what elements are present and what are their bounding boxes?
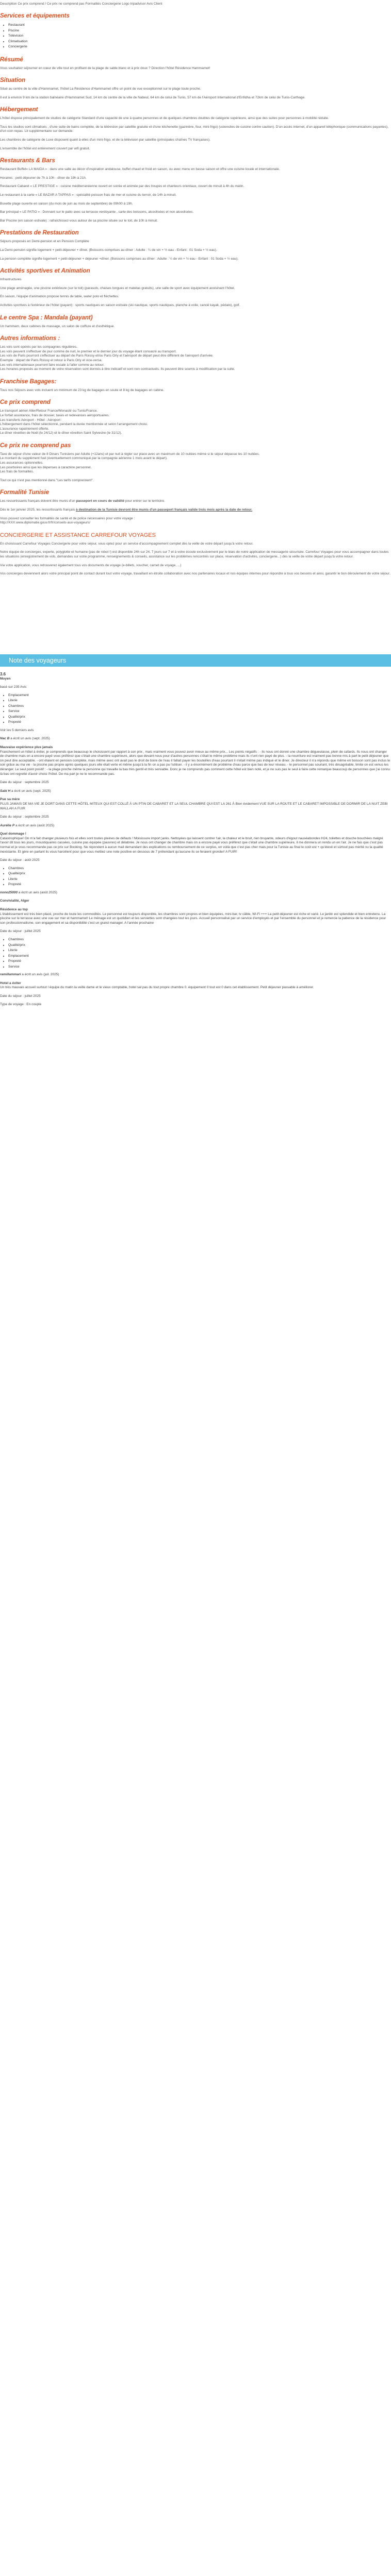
comprend-line: L'assurance rapatriement offerte. bbox=[0, 427, 50, 431]
list-item: • Qualité/prix bbox=[8, 715, 391, 720]
list-item: • Propreté bbox=[8, 882, 391, 888]
review-author: Aurélie P bbox=[0, 823, 15, 827]
review-meta: a écrit un avis (août 2025) bbox=[14, 823, 55, 827]
restaurants-text-3: Restaurant Cabaret « LE PRESTIGE » : cuisine méditerranéenne ouvert en soirée et animée par des troupes et chanteurs orientaux, ouvert de minuit à 4h du matin. bbox=[0, 184, 245, 189]
conciergerie-title: CONCIERGERIE ET ASSISTANCE CARREFOUR VOYAGES bbox=[0, 532, 156, 538]
review-meta: a écrit un avis (juil. 2025) bbox=[21, 973, 59, 976]
list-item: • Literie bbox=[8, 698, 391, 704]
necomprend-line: Tout ce qui n'est pas mentionné dans "Les tarifs comprennent". bbox=[0, 478, 94, 482]
activites-text-2: En saison, l'équipe d'animation propose tennis de table, water polo et fléchettes. bbox=[0, 295, 119, 299]
top-nav-line[interactable]: Description Ce prix comprend / Ce prix ne comprend pas Formalités Conciergerie Logo tripadvisor Avis Client bbox=[0, 2, 162, 6]
see-all-reviews-link[interactable]: Voir les 5 derniers avis bbox=[0, 728, 34, 732]
activites-title: Activités sportives et Animation bbox=[0, 268, 90, 275]
hebergement-text-3: Les chambres de catégorie de Luxe disposent quant à elles d'un mini-frigo, et de la télévision par satellite (principales chaînes TV françaises). bbox=[0, 138, 210, 142]
franchise-text: Tous nos Séjours avec vols incluent un minimum de 23 kg de bagages en soute et 8 kg de bagages en cabine. bbox=[0, 388, 165, 392]
review-date: Date du séjour : septembre 2025 bbox=[0, 781, 49, 785]
comprend-title: Ce prix comprend bbox=[0, 399, 51, 406]
necomprend-line: Les assurances optionnelles. bbox=[0, 461, 43, 465]
review-title: Mauvaise expérience plus jamais bbox=[0, 745, 53, 749]
list-item: • Service bbox=[8, 709, 391, 715]
situation-text-1: Situé au centre de la ville d'Hammamet, l'hôtel La Résidence d'Hammamet offre un point de vue exceptionnel sur le plage toute proche. bbox=[0, 87, 201, 91]
review-date: Date du séjour : juillet 2025 bbox=[0, 929, 41, 934]
list-item: • Chambres bbox=[8, 937, 391, 943]
list-item: • Qualité/prix bbox=[8, 871, 391, 877]
review-item bbox=[0, 789, 391, 820]
comprend-line: L'hébergement dans l'hôtel sélectionné, pendant la durée mentionnée et selon l'arrangement choisi. bbox=[0, 422, 148, 427]
resume-title: Résumé bbox=[0, 56, 23, 63]
prestations-text-1: La Demi-pension signifie logement + petit-déjeuner + dîner. (Boissons comprises au dîner : Adulte : ¼ de vin + ½ eau - Enfant : 01 Soda + ½ eau). bbox=[0, 248, 217, 252]
formalite-text-1: Les ressortissants français doivent être munis d'un passeport en cours de validité pour entrer sur le territoire. bbox=[0, 499, 165, 503]
list-item: • Propreté bbox=[8, 720, 391, 725]
review-date: Date du séjour : septembre 2025 bbox=[0, 815, 49, 819]
review-score: 3.6 bbox=[0, 672, 6, 676]
comprend-line: Le forfait assistance, frais de dossier, taxes et redevances aéroportuaires. bbox=[0, 413, 110, 417]
formalite-link[interactable]: http://XXX.www.diplomatie.gouv.fr/fr/conseils-aux-voyageurs/ bbox=[0, 521, 91, 525]
review-trip-type: Type de voyage : En couple bbox=[0, 1003, 42, 1007]
prestations-subtitle: Séjours proposés en Demi-pension et en Pension Complète bbox=[0, 240, 89, 244]
review-title: Pue sa mère bbox=[0, 798, 20, 802]
review-based-on: basé sur 235 Avis bbox=[0, 685, 27, 689]
spa-title: Le centre Spa : Mandala (payant) bbox=[0, 314, 93, 321]
review-author: Nac B bbox=[0, 737, 10, 741]
comprend-line: Le transport aérien Aller/Retour France/Monastir ou Tunis/France. bbox=[0, 409, 98, 413]
comprend-line: Les transferts Aéroport - Hôtel - Aéroport : bbox=[0, 418, 62, 422]
restaurants-text-5: Buvette plage ouverte en saison (du mois de juin au mois de septembre) de 09h00 à 19h. bbox=[0, 201, 133, 206]
list-item: • Télévision bbox=[8, 33, 391, 39]
comprend-line: Le dîner réveillon de Noël (le 24/12) et le dîner réveillon Saint Sylvestre (le 31/12). bbox=[0, 431, 122, 435]
activites-subtitle: Infrastructures bbox=[0, 278, 22, 282]
review-item bbox=[0, 824, 391, 888]
list-item: • Piscine bbox=[8, 28, 391, 34]
hebergement-text-1: L'hôtel dispose principalement de studios de catégorie Standard d'une capacité de une à quatre personnes et de quelques chambres doubles de catégorie supérieure, ainsi que des suites pour personnes à mobilité réduite. bbox=[0, 116, 329, 121]
list-item: • Emplacement bbox=[8, 693, 391, 699]
situation-text-2: Il est à environ 9 km de la station balnéaire d'Hammamet Sud, 14 km du centre de la ville de Nabeul, 64 km de celui de Tunis, 57 km de l'Aéroport International d'Enfidha et 72km de celui de Tunis-Carthage. bbox=[0, 95, 305, 99]
review-body: L'établissement est très bien placé, proche de toute les commodités. Le personnel est toujours disponible, les chambres sont propres et bien équipées, mini-bar, tv câble, Wi-Fi +++ La petit déjeuner est riche et varié. Le jardin est splendide et bien entretenu. La piscine sur le terrasse avec une vue sur mer et hammamet! Le ménage est un quotidien et les serviettes sont changées tout les jours. Accueil personnalisé par un service d'employés et par l'ensemble du personnel et je remercie la patience de la résidence pour son professionnalisme, son engagement et sa disponibilité c'est un grand manager. A l'année prochaine bbox=[0, 912, 386, 925]
restaurants-text-7: Bar Piscine (en saison estivale) : rafraîchissez-vous autour de sa piscine située sur le toit, de 10h à minuit. bbox=[0, 218, 158, 223]
reviews-banner-title: Note des voyageurs bbox=[9, 657, 67, 664]
review-title: Convivialité, Alger bbox=[0, 899, 29, 903]
review-author: nono25000 bbox=[0, 890, 18, 894]
review-body: Un très mauvais accueil surtout l équipe du matin la veille dame et le vieux comptable, hotel sal pas du tout propre chambre 0. équipement 0 tout est 0 dans cet établissement. Petit déjeuner passable à améliorer. bbox=[0, 986, 314, 990]
restaurants-text-2: Horaires : petit déjeuner de 7h à 10h - dîner de 19h à 21h. bbox=[0, 176, 87, 180]
prestations-title: Prestations de Restauration bbox=[0, 230, 79, 236]
situation-title: Situation bbox=[0, 77, 26, 84]
autres-line: Les vols de Paris pourront s'effectuer au départ de Paris Roissy et/ou Paris Orly et l'aéroport de départ peut être différent de l'aéroport d'arrivée. bbox=[0, 354, 214, 358]
restaurants-title: Restaurants & Bars bbox=[0, 158, 55, 164]
spa-text: Un hammam, deux cabines de massage, un salon de coiffure et d'esthétique. bbox=[0, 324, 115, 328]
review-body: PLUS JAMAIS DE MA VIE JE DORT DANS CETTE HÔTEL MITEUX QUI EST COLLÉ À UN PTIN DE CABARET ET LA SEUL CHAMBRE QUI EST LA 261 À Bien évidement VUE SUR LA ROUTE ET LE CABARET IMPOSSIBLE DE DORMIR DE LA NUIT ZEBI WALLAH A FUIR bbox=[0, 802, 388, 810]
review-author: ramillammari bbox=[0, 973, 21, 976]
formalite-text-2: Dès le 1er janvier 2025, les ressortissants français à destination de la Tunisie devront être munis d'un passeport français valide trois mois après la date de retour. bbox=[0, 508, 253, 512]
review-author: Sabi H bbox=[0, 789, 11, 793]
list-item: • Conciergerie bbox=[8, 44, 391, 50]
hebergement-text-4: L'ensemble de l'hôtel est entièrement couvert par wifi gratuit. bbox=[0, 146, 90, 150]
reviews-banner bbox=[0, 654, 391, 667]
review-item bbox=[0, 737, 391, 785]
formalite-title: Formalité Tunisie bbox=[0, 489, 50, 496]
content bbox=[0, 0, 391, 577]
list-item: • Propreté bbox=[8, 959, 391, 964]
review-body: Catastrophique! On m'a fait changer plusieurs fois et elles sont toutes pleines de défauts ! Moisissure import.)arès. Nettoyées qui laissent contrer l'air, la chaleur et le bruit, rien bruyante, odeurs d'égout nauséabondes H24, toilettes et douche bouchées malgré l'avoir dit tous les jours, moustiquaires cassées, cuisine pas équipée (pauvres) et délabrée. Je nous ont changer de chambre mais on a encore payé vous préférez que c'était une chambre supérieure, il me donnera un rendu un en l'air. Je ne fais que c'est pas normal et je vous recommande pas ce prix sur Booking. Ne répondent à aucun mail demandant des explications ou remboursement de ce surplus, en voilà que c'est pas cher mais pour la Tunisie au final le coût est + qu'élevé et sûrtout pas mérité vu la qualité inexistante. Et gère en partant ils vous harcèlent pour que vous mettiez une note positive en dessous de 7 prétendant qu'aucune ils se feraient gronder! A FUIR! bbox=[0, 836, 383, 854]
list-item: • Literie bbox=[8, 877, 391, 883]
review-title: Hotel a éviter bbox=[0, 981, 21, 985]
review-criteria-list bbox=[0, 937, 391, 970]
review-item bbox=[0, 891, 391, 970]
franchise-title: Franchise Bagages: bbox=[0, 378, 57, 385]
review-date: Date du séjour : août 2025 bbox=[0, 858, 40, 862]
list-item: • Chambres bbox=[8, 704, 391, 709]
review-title: Quel dommage ! bbox=[0, 832, 26, 836]
review-meta: a écrit un avis (sept. 2025) bbox=[9, 737, 50, 741]
formalite-text-3: Vous pouvez consulter les formalités de santé et de police nécessaires pour votre voyage : bbox=[0, 516, 135, 520]
activites-text-1: Une plage aménagée, une piscine extérieure (sur le toit) (parasols, chaises longues et matelas gratuits), une salle de sport avec équipement avoisinant l'hôtel. bbox=[0, 286, 235, 290]
autres-line: Exemple : départ de Paris Roissy et retour à Paris Orly et vice-versa. bbox=[0, 358, 103, 362]
restaurants-text-1: Restaurant Buffet« LA MAIDA » : dans une salle au décor d'inspiration andalouse, buffet chaud et froid en saison, ou avec menu en basse saison et offre une cuisine locale et internationale. bbox=[0, 167, 280, 172]
review-date: Date du séjour : juillet 2025 bbox=[0, 994, 41, 998]
conciergerie-text-2: Notre équipe de concierges, experte, polyglotte et humaine (pas de robot !) est disponible 24h sur 24, 7 jours sur 7 et à votre écoute exclusivement par le biais de notre application de messagerie sécurisée. Carrefour Voyages pour vous accompagner dans toutes les situations (enregistrement de vols, demandes sur votre programme, renseignements & conseils, assistance sur les problèmes rencontrés sur place, réservation d'activités, conciergerie...) dès la veille de votre départ jusqu'à votre retour. bbox=[0, 550, 389, 558]
services-list bbox=[0, 23, 391, 50]
services-title: Services et équipements bbox=[0, 13, 70, 19]
criteria-list bbox=[0, 693, 391, 725]
hebergement-text-2: Tous les studios sont climatisés , d'une suite de bains complète, de la télévision par satellite gratuite et d'une kitchenette (gazinière, four, mini-frigo) (ustensiles de cuisine contre caution). D'un accès internet, d'un appareil téléphonique (communications payantes), d'un coin repas. Lit supplémentaire sur demande. bbox=[0, 125, 388, 133]
review-meta: a écrit un avis (août 2025) bbox=[17, 890, 57, 894]
restaurants-text-6: Bar principal « LE PATIO » : Donnant sur le patio avec sa terrasse verdoyante , carte des boissons, alcoolisées et non alcoolisées. bbox=[0, 210, 194, 214]
review-subtitle: Résidence au top bbox=[0, 908, 28, 912]
review-meta: a écrit un avis (sept. 2025) bbox=[10, 789, 51, 793]
necomprend-line: Les pourboires ainsi que les dépenses à caractère personnel. bbox=[0, 465, 92, 469]
list-item: • Qualité/prix bbox=[8, 943, 391, 948]
autres-line: Les vols sont opérés par les compagnies régulières. bbox=[0, 345, 77, 349]
review-criteria-list bbox=[0, 866, 391, 888]
review-item bbox=[0, 973, 391, 1007]
review-score-label: Moyen bbox=[0, 676, 11, 681]
conciergerie-text-1: En choisissant Carrefour Voyages Conciergerie pour votre séjour, vous optez pour un service d'accompagnement complet dès la veille de votre départ jusqu'à votre retour. bbox=[0, 541, 253, 546]
resume-text: Vous souhaitez séjourner en cœur de ville tout en profitant de la plage de sable blanc et à prix doux ? Direction l'hôtel Résidence Hammamet! bbox=[0, 66, 210, 70]
necomprend-title: Ce prix ne comprend pas bbox=[0, 442, 71, 449]
list-item: • Chambres bbox=[8, 866, 391, 872]
hebergement-title: Hébergement bbox=[0, 107, 38, 113]
prestations-text-2: La pension complète signifie logement + petit-déjeuner + déjeuner +dîner. (Boissons comprises au dîner : Adulte : ¼ de vin + ½ eau - Enfant : 01 Soda + ½ eau). bbox=[0, 257, 239, 261]
autres-line: Les vols peuvent s'effectuer de jour comme de nuit, le premier et le dernier jour du voyage étant consacré au transport. bbox=[0, 349, 177, 353]
conciergerie-text-3: Via votre application, vous retrouverez également tous vos documents de voyage (e-billets, voucher, carnet de voyage, ...) bbox=[0, 563, 182, 567]
restaurants-text-4: Le restaurant à la carte « LE BAZAR A TAPPAS » : spécialité poisson frais de mer et cuisine du terroir, de 14h à minuit. bbox=[0, 193, 177, 197]
necomprend-line: Les frais de formalités. bbox=[0, 470, 34, 474]
necomprend-line: Taxe de séjour d'une valeur de 8 Dinars Tunisiens par Adulte (+12ans) et par nuit à régler sur place avec un maximum de 10 nuitées même si le séjour dépasse les 10 nuitées. bbox=[0, 452, 260, 456]
activites-text-3: Activités sportives à l'extérieur de l'hôtel (payant) : sports nautiques en saison estivale (ski nautique, sports nautiques, planche à voile, canoë kayak, pédalo), golf. bbox=[0, 303, 240, 307]
list-item: • Service bbox=[8, 964, 391, 970]
list-item: • Literie bbox=[8, 948, 391, 954]
list-item: • Emplacement bbox=[8, 954, 391, 959]
reviews-section bbox=[0, 672, 391, 1007]
review-body: Franchement un hôtel à éviter, je comprends que beaucoup le choisissent par rapport à son prix , mais vraiment vous pouvez avoir mieux au même prix... Les points négatifs : - ils nous ont donné une chambre dégueulasse, plein de cafards. Ils nous ont changer de chambre mais on a encore payé vous préférez que c'était une chambre supérieure, alors que devant nous pour d'autres personnes c'était le même problème mais ils n'ont rien payé de plus. - la nourriture est vraiment pas bonne mis à part le petit déjeuner que on peut dire acceptable. - ont étaient en pension complète, mais même avec ont avait pas le droit de boire de l'eau il fallait payer les bouteilles d'eau pourtant il n'était même pas indiqué et le diner. Je directeur il n'a répondu que même en boisson sont pas inclus le soir grâce au ma vie - la piscine pas propre après quelques jours elle était verte et même jusqu'à la fin on a pas pu l'utiliser. - il y a énormément de problème d'eau parce que bas de leur réseau. - le personnel pas souriant, très désagréable, limite on est venus les déranger. Le seul point positif : - la plage proche même la personne qui travaille la bas très gentil et très serviable. Donc je ne comprends pas comment cette hôtel est bien noté, et je ne suis pas le seul à faire cette remarque beaucoup de personnes que j'ai connu là bas ont regretté d'avoir choisi l'hôtel. De ma part je ne le recommande pas. bbox=[0, 750, 390, 776]
conciergerie-text-4: Vos concierges deviennent alors votre principal point de contact durant tout votre voyage, travaillant en étroite collaboration avec nos partenaires locaux et nos équipes internes pour répondre à tous vos besoins et ainsi, garantir le bon déroulement de votre séjour. bbox=[0, 572, 390, 576]
list-item: • Restaurant bbox=[8, 23, 391, 28]
list-item: • Climatisation bbox=[8, 39, 391, 45]
autres-title: Autres informations : bbox=[0, 335, 60, 342]
necomprend-line: Le montant du supplément fuel (éventuellement communiqué par la compagnie aérienne 1 mois avant le départ). bbox=[0, 456, 168, 461]
autres-line: Les horaires proposés au moment de votre réservation sont donnés à titre indicatif et sont non contractuels. Ils peuvent être soumis à modification par la suite. bbox=[0, 367, 235, 371]
autres-line: Les vols internationaux pourront faire escale à l'aller comme au retour. bbox=[0, 363, 105, 367]
